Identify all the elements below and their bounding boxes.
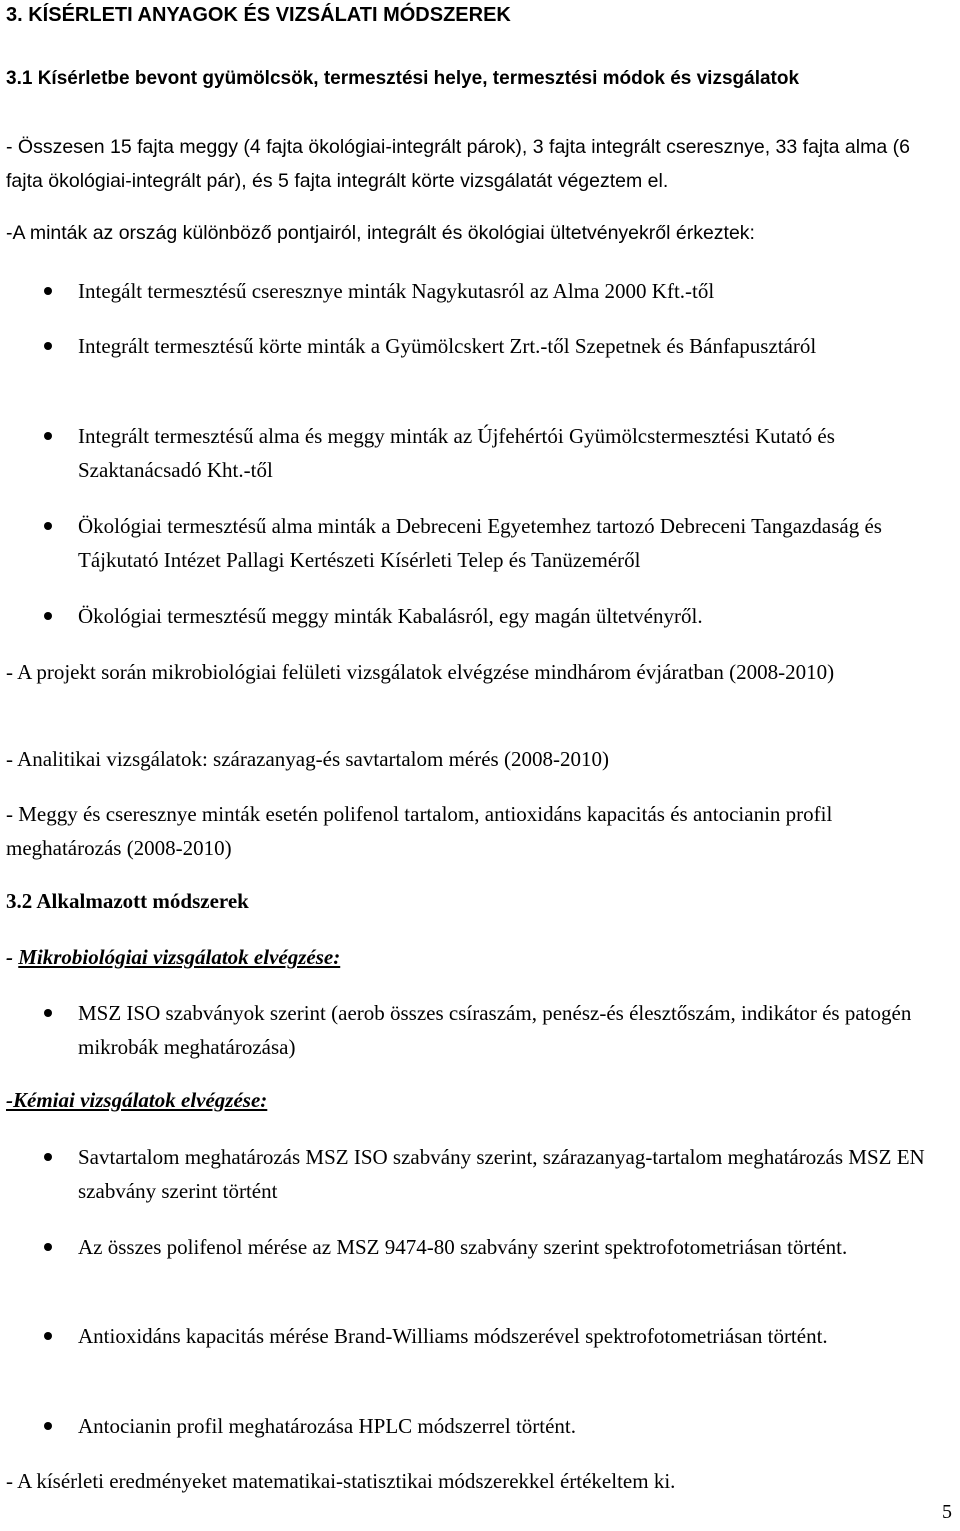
list-item: Antocianin profil meghatározása HPLC módszerrel történt. xyxy=(78,1409,932,1443)
list-item: Antioxidáns kapacitás mérése Brand-Williams módszerével spektrofotometriásan történt. xyxy=(78,1319,932,1353)
chemistry-heading xyxy=(6,1083,942,1117)
page-number: 5 xyxy=(942,1501,952,1523)
subsection-title-3-1: 3.1 Kísérletbe bevont gyümölcsök, termesztési helye, termesztési módok és vizsgálatok xyxy=(6,68,800,89)
chemistry-heading-text: -Kémiai vizsgálatok elvégzése: xyxy=(6,1088,268,1112)
list-item: Savtartalom meghatározás MSZ ISO szabvány szerint, szárazanyag-tartalom meghatározás MSZ EN szabvány szerint történt xyxy=(78,1140,932,1208)
subsection-title-3-2: 3.2 Alkalmazott módszerek xyxy=(6,889,249,913)
microbiology-heading xyxy=(6,940,942,974)
paragraph-microbiology-project: - A projekt során mikrobiológiai felületi vizsgálatok elvégzése mindhárom évjáratban (2008-2010) xyxy=(6,660,835,684)
list-item: Integrált termesztésű alma és meggy minták az Újfehértói Gyümölcstermesztési Kutató és Szaktanácsadó Kht.-től xyxy=(78,419,932,487)
paragraph-analytical-tests: - Analitikai vizsgálatok: szárazanyag-és savtartalom mérés (2008-2010) xyxy=(6,747,609,771)
list-item: MSZ ISO szabványok szerint (aerob összes csíraszám, penész-és élesztőszám, indikátor és patogén mikrobák meghatározása) xyxy=(78,996,932,1064)
paragraph-polyphenol-profile: - Meggy és cseresznye minták esetén polifenol tartalom, antioxidáns kapacitás és antocianin profil meghatározás (2008-2010) xyxy=(6,802,833,860)
list-item: Ökológiai termesztésű alma minták a Debreceni Egyetemhez tartozó Debreceni Tangazdaság és Tájkutató Intézet Pallagi Kertészeti Kísérleti Telep és Tanüzeméről xyxy=(78,509,932,577)
list-item: Az összes polifenol mérése az MSZ 9474-80 szabvány szerint spektrofotometriásan történt. xyxy=(78,1230,932,1264)
microbiology-heading-text: Mikrobiológiai vizsgálatok elvégzése: xyxy=(18,945,341,969)
list-item: Integrált termesztésű körte minták a Gyümölcskert Zrt.-től Szepetnek és Bánfapusztáról xyxy=(78,329,932,363)
microbiology-heading-dash: - xyxy=(6,945,19,969)
section-title: 3. KÍSÉRLETI ANYAGOK ÉS VIZSÁLATI MÓDSZEREK xyxy=(6,4,511,26)
paragraph-sample-origin-intro: -A minták az ország különböző pontjairól, integrált és ökológiai ültetvényekről érkeztek: xyxy=(6,222,755,244)
paragraph-sample-overview: - Összesen 15 fajta meggy (4 fajta ökológiai-integrált párok), 3 fajta integrált cseresznye, 33 fajta alma (6 fajta ökológiai-integrált pár), és 5 fajta integrált körte vizsgálatát végeztem el. xyxy=(6,136,910,192)
list-item: Integált termesztésű cseresznye minták Nagykutasról az Alma 2000 Kft.-től xyxy=(78,274,932,308)
list-item: Ökológiai termesztésű meggy minták Kabalásról, egy magán ültetvényről. xyxy=(78,599,932,633)
paragraph-statistics: - A kísérleti eredményeket matematikai-statisztikai módszerekkel értékeltem ki. xyxy=(6,1469,676,1493)
